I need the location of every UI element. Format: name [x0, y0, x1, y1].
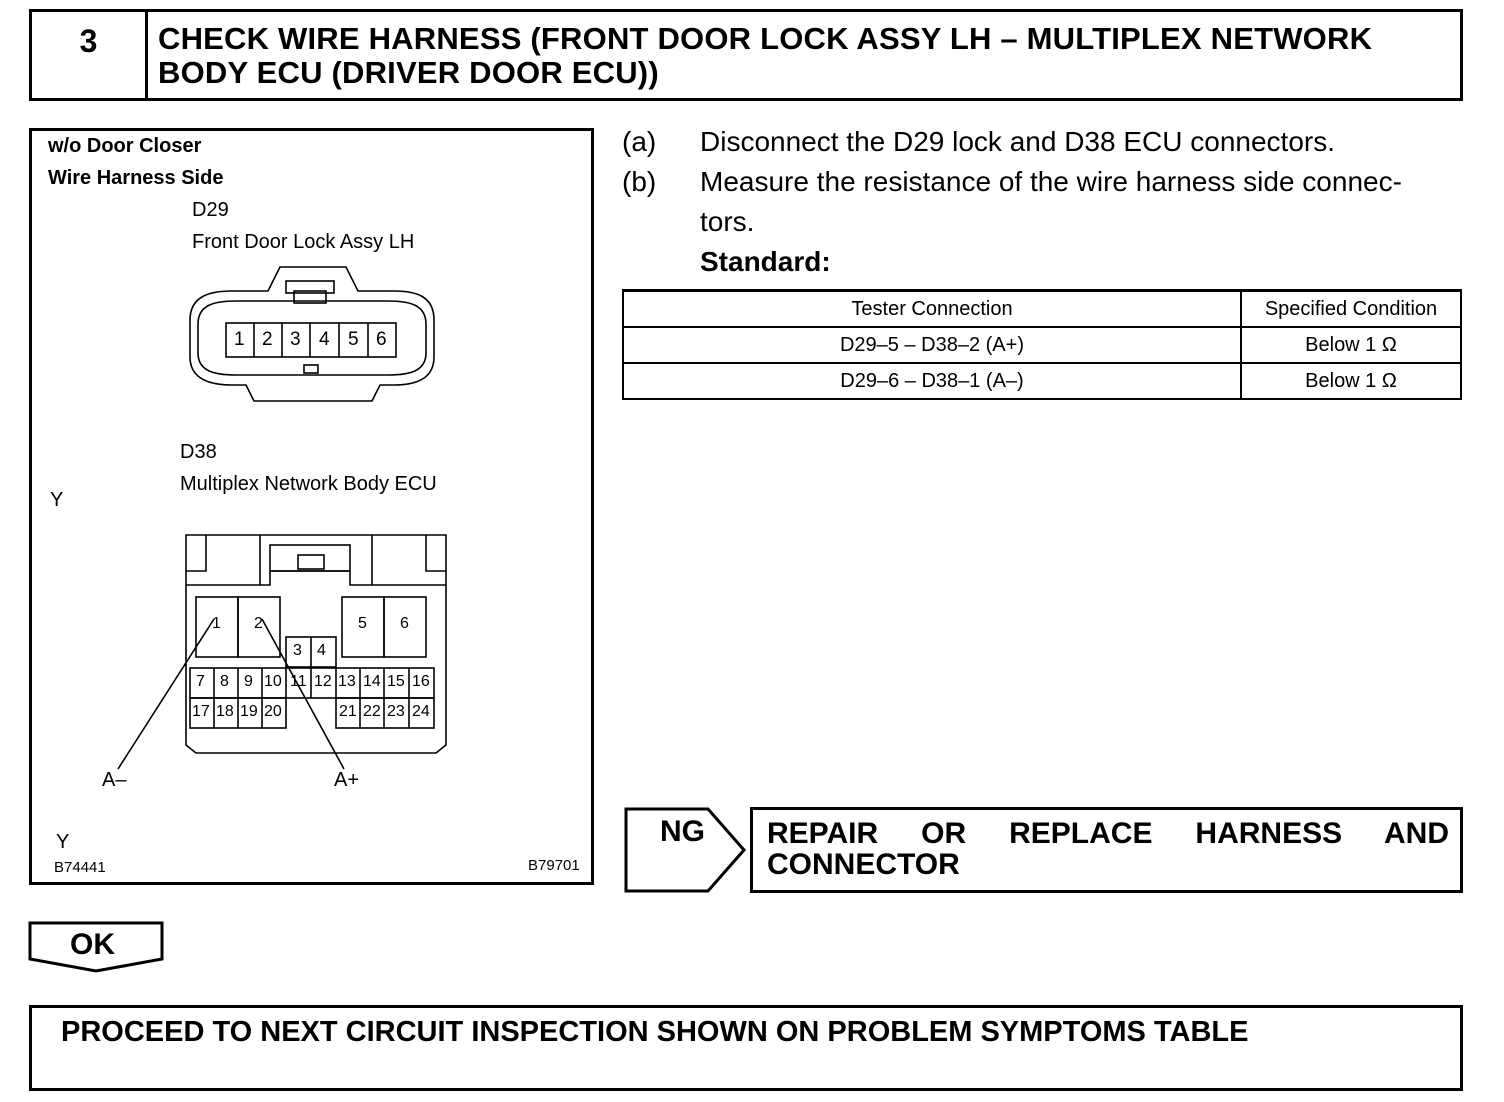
table-cell: D29–6 – D38–1 (A–)	[623, 363, 1241, 399]
connector-diagram	[29, 128, 594, 885]
terminal-a-plus: A+	[334, 769, 360, 791]
d38-pin: 23	[387, 703, 405, 720]
table-cell: Below 1 Ω	[1241, 327, 1461, 363]
y-label: Y	[50, 489, 64, 511]
d38-pin: 18	[216, 703, 234, 720]
d38-pin: 14	[363, 673, 381, 690]
d38-pin: 11	[290, 673, 307, 690]
d38-pin: 4	[317, 642, 326, 659]
d29-pin: 4	[319, 329, 330, 350]
step-a	[622, 122, 1462, 162]
probe-line-a-minus	[118, 619, 214, 769]
d38-pin: 10	[264, 673, 282, 690]
d38-pin: 13	[338, 673, 356, 690]
step-a-key: (a)	[622, 126, 657, 157]
d38-name: Multiplex Network Body ECU	[180, 473, 437, 495]
d38-pin: 7	[196, 673, 205, 690]
d38-pin: 20	[264, 703, 282, 720]
d29-pin: 6	[376, 329, 387, 350]
step-number: 3	[32, 12, 148, 98]
probe-line-a-plus	[262, 619, 344, 769]
d38-pin: 21	[339, 703, 357, 720]
table-header: Tester Connection	[623, 291, 1241, 328]
step-b	[622, 162, 1462, 242]
step-title: CHECK WIRE HARNESS (FRONT DOOR LOCK ASSY LH – MULTIPLEX NETWORK BODY ECU (DRIVER DOOR ECU))	[158, 21, 1373, 90]
ng-action-box	[750, 807, 1463, 893]
table-cell: D29–5 – D38–2 (A+)	[623, 327, 1241, 363]
d38-pin: 22	[363, 703, 381, 720]
table-row	[623, 327, 1461, 363]
table-row	[623, 363, 1461, 399]
step-b-text-cont: tors.	[700, 206, 755, 237]
step-header	[29, 9, 1463, 101]
figure-code-right: B79701	[528, 857, 580, 874]
d29-pin: 5	[348, 329, 359, 350]
next-step-box	[29, 1005, 1463, 1091]
ok-label: OK	[70, 928, 115, 961]
terminal-a-minus: A–	[102, 769, 127, 791]
d29-name: Front Door Lock Assy LH	[192, 231, 415, 253]
side-label: Wire Harness Side	[48, 167, 224, 189]
table-cell: Below 1 Ω	[1241, 363, 1461, 399]
d29-pin: 3	[290, 329, 301, 350]
d38-pin: 19	[240, 703, 258, 720]
step-a-text: Disconnect the D29 lock and D38 ECU connectors.	[700, 126, 1335, 157]
standard-label: Standard:	[700, 246, 831, 277]
d38-pin: 24	[412, 703, 430, 720]
figure-code-left: B74441	[54, 859, 106, 876]
d38-pin: 3	[293, 642, 302, 659]
d38-code: D38	[180, 441, 217, 463]
condition-label: w/o Door Closer	[48, 135, 202, 157]
d38-pin: 1	[212, 615, 221, 632]
table-header: Specified Condition	[1241, 291, 1461, 328]
ng-action-text: REPAIR OR REPLACE HARNESS AND CONNECTOR	[767, 817, 1449, 881]
spec-table	[622, 289, 1462, 400]
d38-pin: 9	[244, 673, 253, 690]
step-b-key: (b)	[622, 166, 657, 197]
y-label: Y	[56, 831, 70, 853]
next-step-text: PROCEED TO NEXT CIRCUIT INSPECTION SHOWN ON PROBLEM SYMPTOMS TABLE	[61, 1016, 1249, 1048]
d38-pin: 17	[192, 703, 210, 720]
d38-pin: 12	[314, 673, 332, 690]
step-b-text: Measure the resistance of the wire harness side connec-	[700, 166, 1402, 197]
table-header-row	[623, 291, 1461, 328]
d29-pin: 1	[234, 329, 245, 350]
d29-pin: 2	[262, 329, 273, 350]
d38-pin: 8	[220, 673, 229, 690]
d38-pin: 15	[387, 673, 405, 690]
d29-code: D29	[192, 199, 229, 221]
d38-pin: 16	[412, 673, 430, 690]
ng-label: NG	[660, 815, 705, 848]
d38-pin: 2	[254, 615, 263, 632]
d38-pin: 6	[400, 615, 409, 632]
d38-pin: 5	[358, 615, 367, 632]
